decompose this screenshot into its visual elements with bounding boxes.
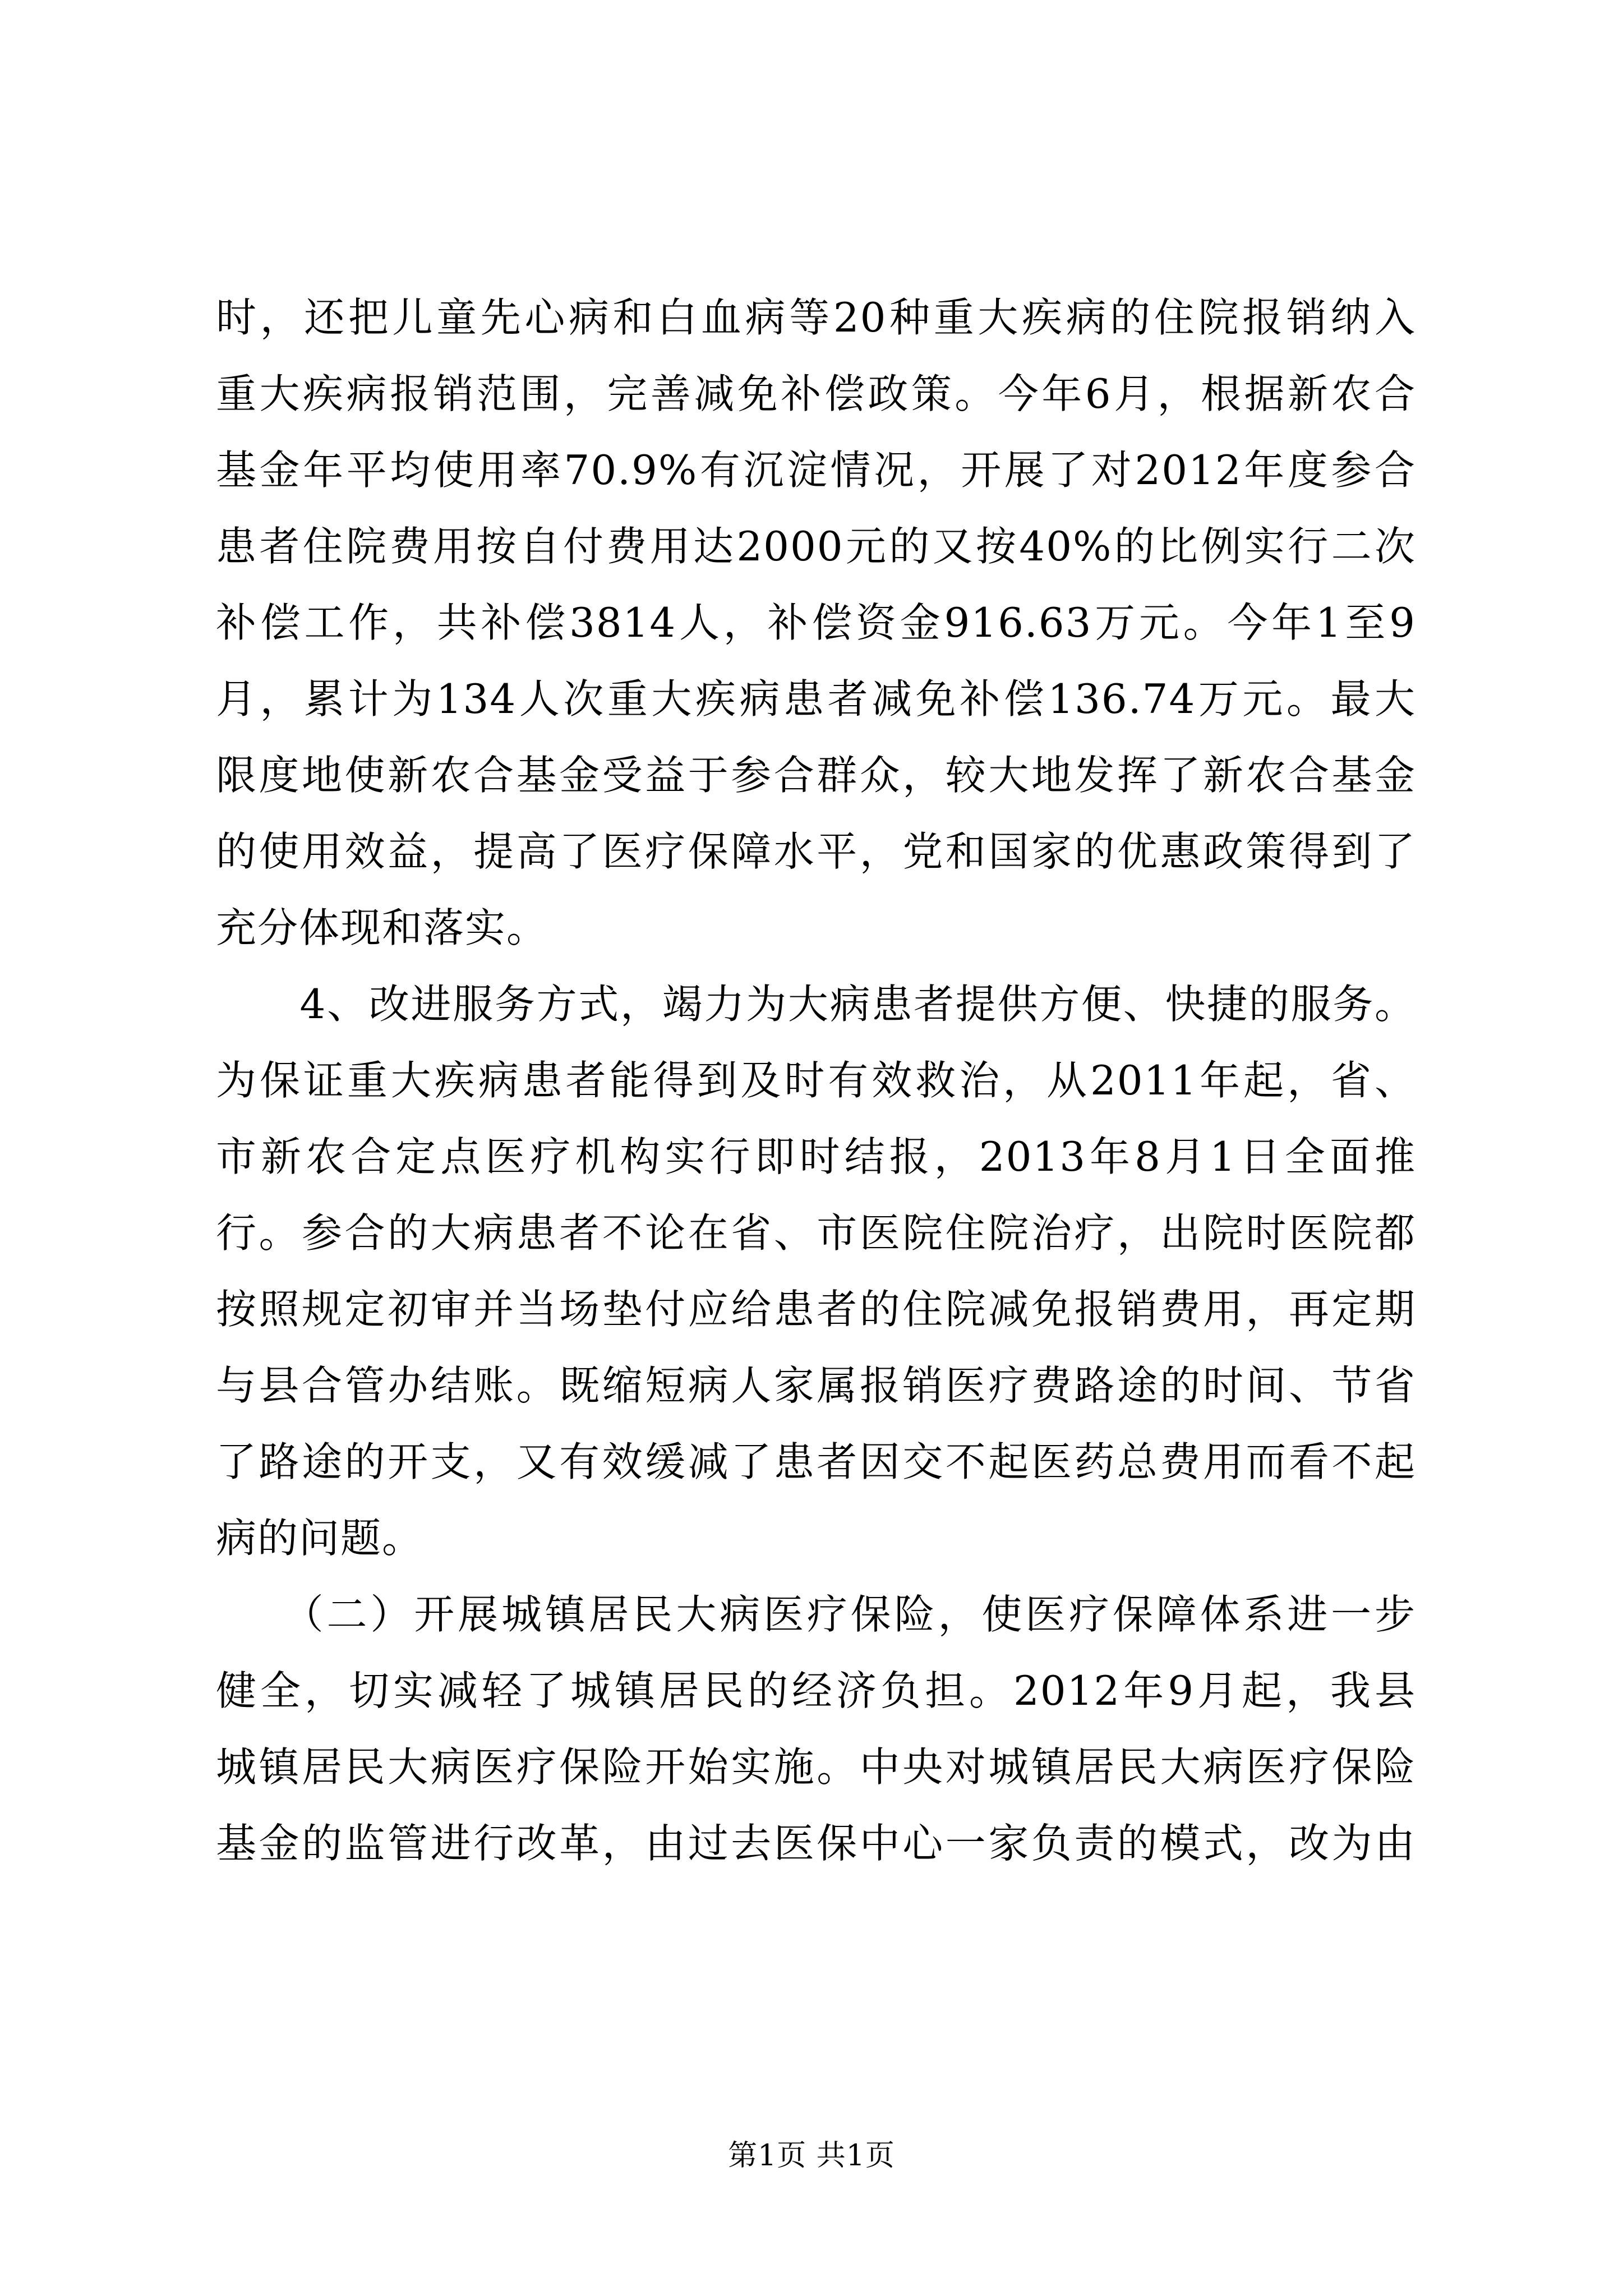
text-line: 基金的监管进行改革，由过去医保中心一家负责的模式，改为由 (216, 1820, 1416, 1867)
text-line: 与县合管办结账。既缩短病人家属报销医疗费路途的时间、节省 (216, 1362, 1416, 1409)
text-line: 月，累计为134人次重大疾病患者减免补偿136.74万元。最大 (216, 675, 1416, 723)
text-line: 限度地使新农合基金受益于参合群众，较大地发挥了新农合基金 (216, 752, 1416, 799)
text-line: 了路途的开支，又有效缓减了患者因交不起医药总费用而看不起 (216, 1438, 1416, 1485)
text-line: 重大疾病报销范围，完善减免补偿政策。今年6月，根据新农合 (216, 370, 1416, 417)
text-line: 患者住院费用按自付费用达2000元的又按40%的比例实行二次 (216, 523, 1416, 570)
text-line: 病的问题。 (216, 1515, 424, 1562)
text-line: 为保证重大疾病患者能得到及时有效救治，从2011年起，省、 (216, 1057, 1416, 1104)
text-line: 按照规定初审并当场垫付应给患者的住院减免报销费用，再定期 (216, 1286, 1416, 1333)
text-line: 行。参合的大病患者不论在省、市医院住院治疗，出院时医院都 (216, 1209, 1416, 1257)
text-line: 健全，切实减轻了城镇居民的经济负担。2012年9月起，我县 (216, 1667, 1416, 1714)
text-line: 充分体现和落实。 (216, 904, 548, 951)
page-footer: 第1页 共1页 (728, 2139, 895, 2173)
text-line: 补偿工作，共补偿3814人，补偿资金916.63万元。今年1至9 (216, 599, 1416, 646)
text-line: 4、改进服务方式，竭力为大病患者提供方便、快捷的服务。 (216, 981, 1416, 1028)
text-line: 基金年平均使用率70.9%有沉淀情况，开展了对2012年度参合 (216, 447, 1416, 494)
text-line: 市新农合定点医疗机构实行即时结报，2013年8月1日全面推 (216, 1133, 1416, 1180)
text-line: （二）开展城镇居民大病医疗保险，使医疗保障体系进一步 (216, 1591, 1416, 1638)
text-line: 城镇居民大病医疗保险开始实施。中央对城镇居民大病医疗保险 (216, 1743, 1416, 1791)
text-line: 的使用效益，提高了医疗保障水平，党和国家的优惠政策得到了 (216, 828, 1416, 875)
text-line: 时，还把儿童先心病和白血病等20种重大疾病的住院报销纳入 (216, 294, 1416, 341)
